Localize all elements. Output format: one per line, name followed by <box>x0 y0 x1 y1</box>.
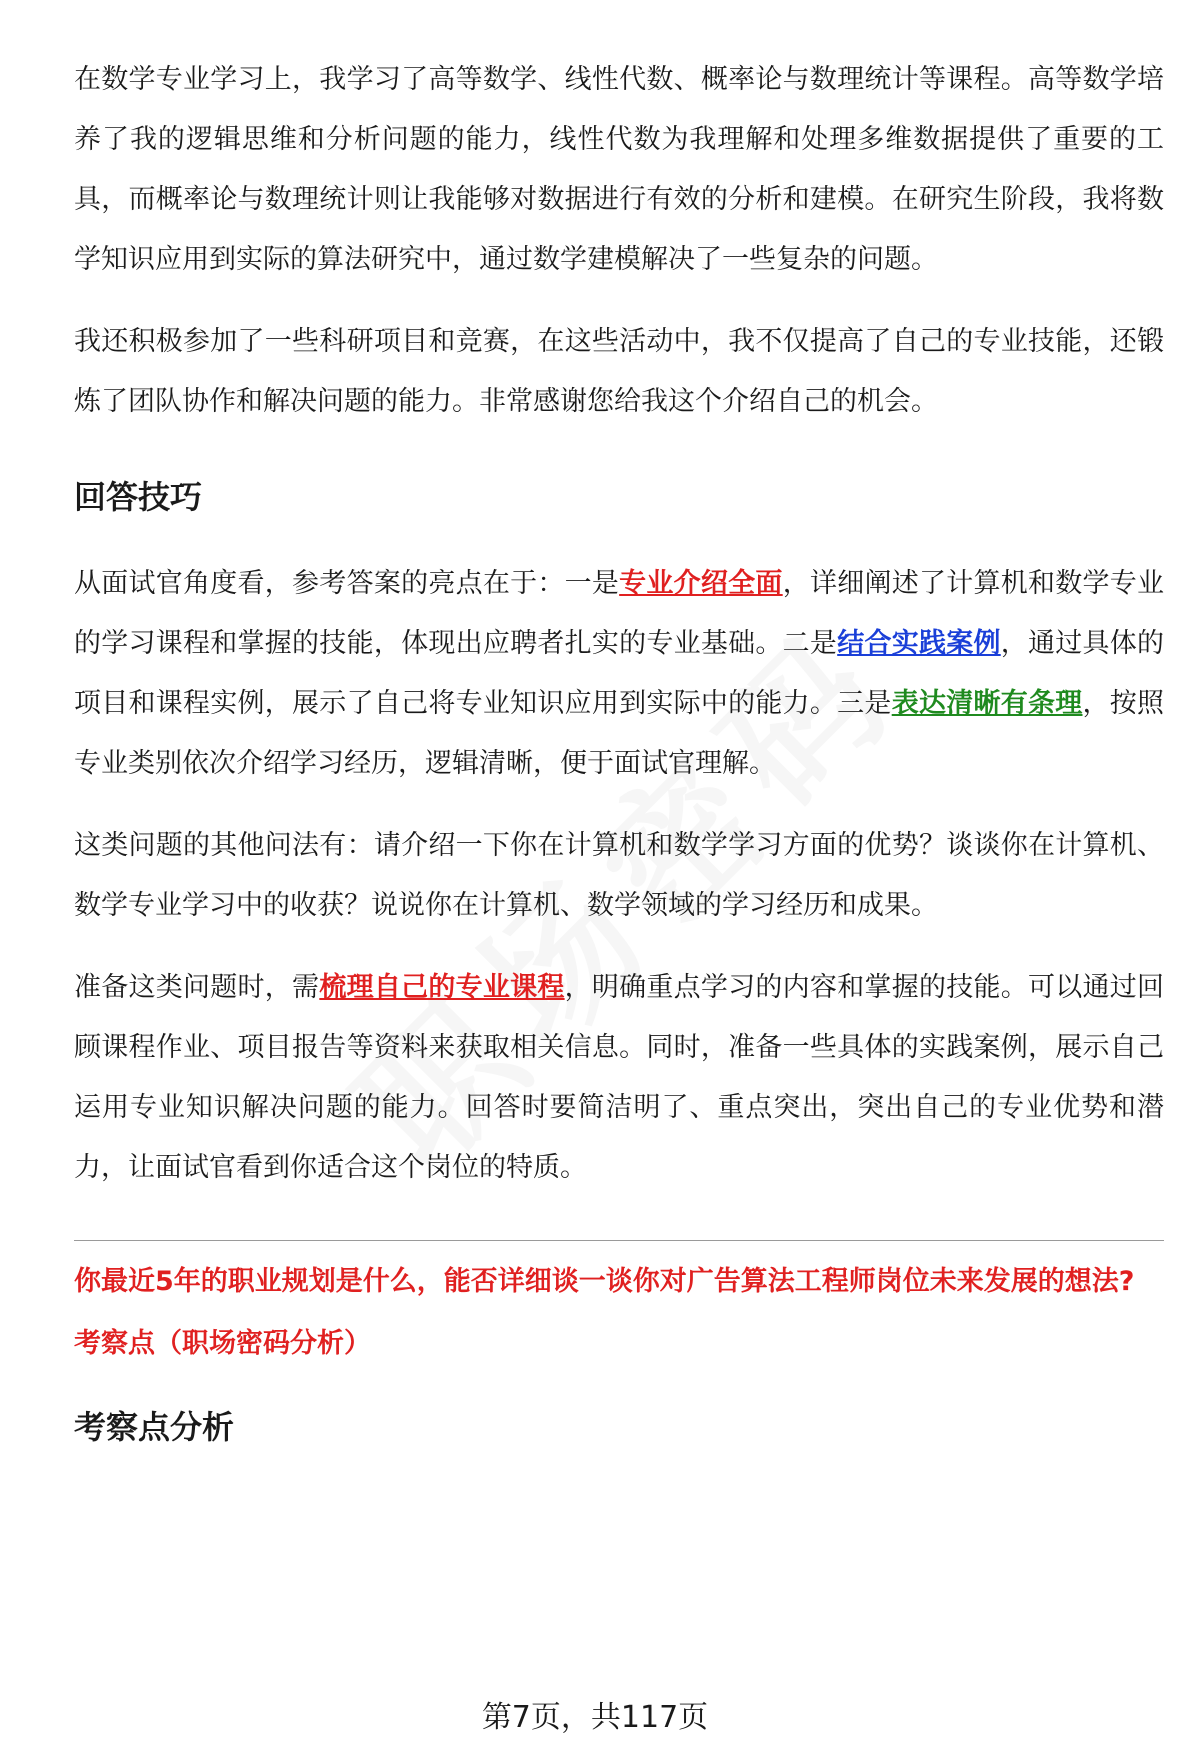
text-segment: ，详细阐述了计算机和数学专业的学习课程和掌握的技能，体现出应聘者扎实的专业基础。二是 <box>74 568 1165 659</box>
text-segment: 从面试官角度看，参考答案的亮点在于：一是 <box>74 568 620 599</box>
paragraph-math-study: 在数学专业学习上，我学习了高等数学、线性代数、概率论与数理统计等课程。高等数学培养了我的逻辑思维和分析问题的能力，线性代数为我理解和处理多维数据提供了重要的工具，而概率论与数理统计则让我能够对数据进行有效的分析和建模。在研究生阶段，我将数学知识应用到实际的算法研究中，通过数学建模解决了一些复杂的问题。 <box>74 64 1164 275</box>
highlight-review-courses: 梳理自己的专业课程 <box>319 972 565 1003</box>
highlight-practice-cases: 结合实践案例 <box>837 628 1001 659</box>
text-segment: ，明确重点学习的内容和掌握的技能。可以通过回顾课程作业、项目报告等资料来获取相关信息。同时，准备一些具体的实践案例，展示自己运用专业知识解决问题的能力。回答时要简洁明了、重点突出，突出自己的专业优势和潜力，让面试官看到你适合这个岗位的特质。 <box>74 972 1165 1183</box>
section-heading-tips: 回答技巧 <box>74 478 203 516</box>
question-subtitle: 考察点（职场密码分析） <box>74 1328 371 1359</box>
highlight-comprehensive: 专业介绍全面 <box>619 568 783 599</box>
paragraph-preparation <box>74 958 1164 1198</box>
page-footer: 第7页，共117页 <box>481 1700 709 1735</box>
question-title: 你最近5年的职业规划是什么，能否详细谈一谈你对广告算法工程师岗位未来发展的想法? <box>74 1266 1135 1297</box>
paragraph-other-questions: 这类问题的其他问法有：请介绍一下你在计算机和数学学习方面的优势？谈谈你在计算机、数学专业学习中的收获？说说你在计算机、数学领域的学习经历和成果。 <box>74 830 1164 921</box>
document-page <box>74 50 1164 1448</box>
text-segment: ，通过具体的项目和课程实例，展示了自己将专业知识应用到实际中的能力。三是 <box>74 628 1165 719</box>
paragraph-research: 我还积极参加了一些科研项目和竞赛，在这些活动中，我不仅提高了自己的专业技能，还锻炼了团队协作和解决问题的能力。非常感谢您给我这个介绍自己的机会。 <box>74 326 1164 417</box>
analysis-heading: 考察点分析 <box>74 1408 235 1446</box>
text-segment: 准备这类问题时，需 <box>74 972 320 1003</box>
paragraph-highlights <box>74 554 1164 794</box>
highlight-clear-expression: 表达清晰有条理 <box>891 688 1083 719</box>
text-segment: ，按照专业类别依次介绍学习经历，逻辑清晰，便于面试官理解。 <box>74 688 1165 779</box>
